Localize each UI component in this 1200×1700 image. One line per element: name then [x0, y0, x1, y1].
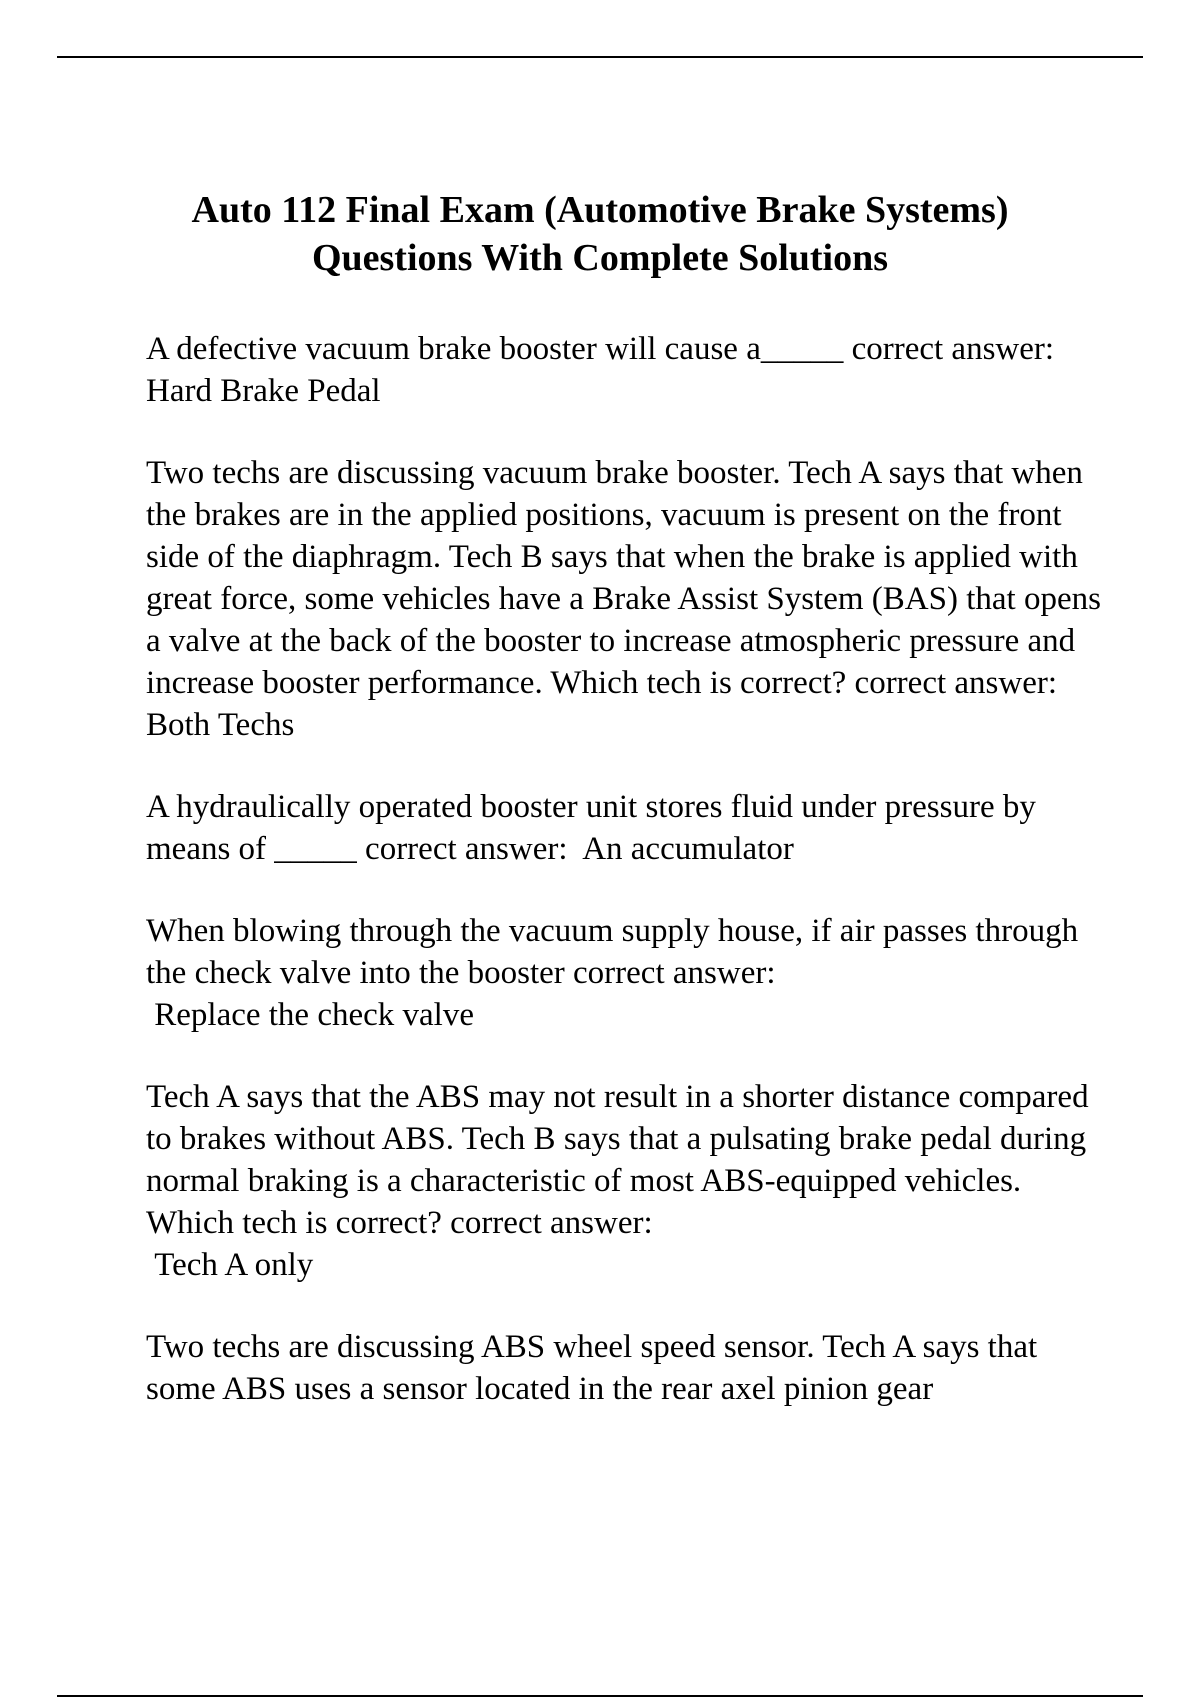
question-text: Two techs are discussing vacuum brake booster. Tech A says that when the brakes are in the applied positions, vacuum is present on the front side of the diaphragm. Tech B says that when the brake is applied with great force, some vehicles have a Brake Assist System (BAS) that opens a valve at the back of the booster to increase atmospheric pressure and increase booster performance. Which tech is correct? — [146, 455, 1110, 701]
answer-label: correct answer: — [450, 1205, 653, 1241]
qa-item-5 — [146, 1076, 1106, 1286]
answer-label: correct answer: — [851, 331, 1063, 367]
document-title — [60, 186, 1140, 282]
answer-label: correct answer: — [854, 665, 1066, 701]
qa-list — [146, 328, 1110, 1450]
qa-item-6 — [146, 1326, 1106, 1410]
qa-item-4 — [146, 910, 1106, 1036]
qa-item-3 — [146, 786, 1106, 870]
question-text: Tech A says that the ABS may not result in a shorter distance compared to brakes without ABS. Tech B says that a pulsating brake pedal during normal braking is a characteristic of most ABS-equipped vehicles. Which tech is correct? — [146, 1079, 1097, 1241]
answer-text: Tech A only — [146, 1247, 314, 1283]
answer-label: correct answer: — [365, 831, 576, 867]
answer-label: correct answer: — [573, 955, 776, 991]
title-line-2: Questions With Complete Solutions — [311, 237, 889, 279]
answer-text: Hard Brake Pedal — [146, 331, 1071, 409]
answer-text: Both Techs — [146, 665, 1074, 743]
qa-item-1 — [146, 328, 1106, 412]
question-text: A defective vacuum brake booster will cause a_____ — [146, 331, 852, 367]
answer-text: Replace the check valve — [146, 997, 474, 1033]
title-line-1: Auto 112 Final Exam (Automotive Brake Systems) — [191, 189, 1009, 231]
question-text: Two techs are discussing ABS wheel speed sensor. Tech A says that some ABS uses a sensor located in the rear axel pinion gear — [146, 1329, 1046, 1407]
question-text: When blowing through the vacuum supply house, if air passes through the check valve into the booster — [146, 913, 1087, 991]
answer-text: An accumulator — [575, 831, 794, 867]
top-rule — [57, 56, 1143, 58]
qa-item-2 — [146, 452, 1110, 746]
bottom-rule — [57, 1695, 1143, 1697]
question-text: A hydraulically operated booster unit stores fluid under pressure by means of _____ — [146, 789, 1045, 867]
